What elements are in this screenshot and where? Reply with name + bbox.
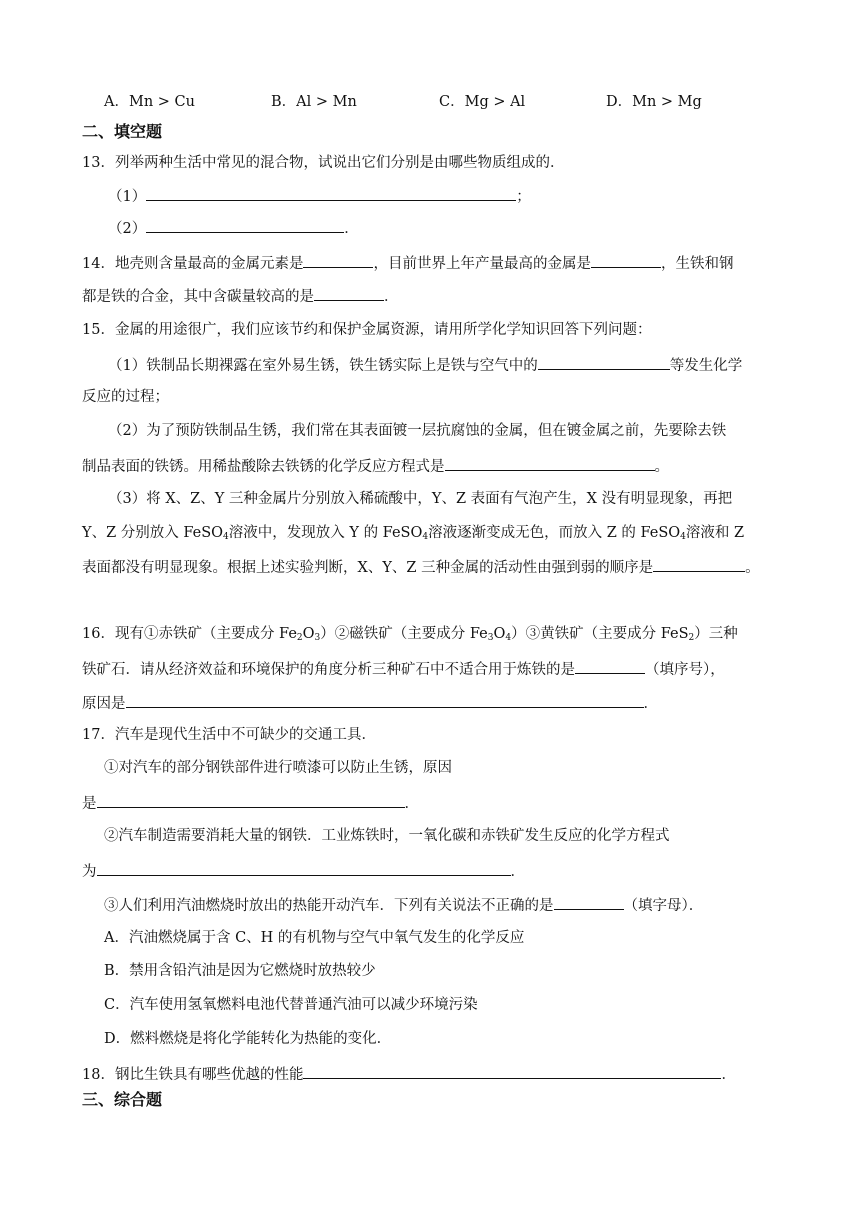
question-13-stem: 13．列举两种生活中常见的混合物，试说出它们分别是由哪些物质组成的． [82,155,565,171]
question-16-line-2: 铁矿石．请从经济效益和环境保护的角度分析三种矿石中不适合用于炼铁的是 （填序号）， [82,658,725,680]
question-16-line-3: 原因是 ． [82,692,658,714]
answer-blank[interactable] [303,1063,721,1079]
question-17-option-c: C．汽车使用氢氧燃料电池代替普通汽油可以减少环境污染 [104,997,478,1013]
question-15-stem: 15．金属的用途很广，我们应该节约和保护金属资源，请用所学化学知识回答下列问题： [82,322,652,338]
question-17-item-3: ③人们利用汽油燃烧时放出的热能开动汽车．下列有关说法不正确的是 （填字母）． [104,894,703,916]
question-17-item-2-cont: 为 ． [82,860,525,882]
answer-blank[interactable] [146,217,344,233]
answer-blank[interactable] [146,185,516,201]
question-15-part-2-cont: 制品表面的铁锈。用稀盐酸除去铁锈的化学反应方程式是 。 [82,455,669,477]
question-15-part-1: （1）铁制品长期裸露在室外易生锈，铁生锈实际上是铁与空气中的 等发生化学 [108,354,742,376]
question-13-line-2: （2） ． [108,217,359,239]
answer-blank[interactable] [97,860,511,876]
answer-blank[interactable] [538,354,670,370]
question-17-item-1: ①对汽车的部分钢铁部件进行喷漆可以防止生锈，原因 [104,760,452,776]
question-15-part-1-cont: 反应的过程； [82,389,169,405]
answer-blank[interactable] [303,252,373,268]
answer-blank[interactable] [314,285,384,301]
question-17-item-2: ②汽车制造需要消耗大量的钢铁．工业炼铁时，一氧化碳和赤铁矿发生反应的化学方程式 [104,828,670,844]
answer-blank[interactable] [591,252,661,268]
question-17-option-b: B．禁用含铅汽油是因为它燃烧时放热较少 [104,963,376,979]
answer-blank[interactable] [575,658,645,674]
question-13-line-1: （1） ； [108,185,531,207]
option-d: D．Mn > Mg [606,94,702,110]
question-18: 18．钢比生铁具有哪些优越的性能 ． [82,1063,736,1085]
answer-blank[interactable] [653,556,745,572]
answer-blank[interactable] [97,792,405,808]
question-16-line-1: 16．现有①赤铁矿（主要成分 $Fe_2O_3)②$磁铁矿（主要成分 $Fe_3O_4)③$黄铁矿（主要成分 FeS$_2$）三种 [82,626,738,643]
question-17-option-d: D．燃料燃烧是将化学能转化为热能的变化． [104,1031,392,1047]
answer-blank[interactable] [445,455,655,471]
question-14-line-1: 14．地壳则含量最高的金属元素是 ，目前世界上年产量最高的金属是 ，生铁和钢 [82,252,733,274]
question-15-part-3-end: 表面都没有明显现象。根据上述实验判断，X、Y、Z 三种金属的活动性由强到弱的顺序是 。 [82,556,760,578]
section-title-fill-blank: 二、填空题 [82,122,163,141]
question-15-part-3-cont: Y、Z 分别放入 FeSO$_4$溶液中，发现放入 Y 的 FeSO$_4$溶液逐渐变成无色，而放入 Z 的 FeSO$_4$溶液和 Z [82,525,745,542]
question-17-item-1-cont: 是 ． [82,792,419,814]
question-17-stem: 17．汽车是现代生活中不可缺少的交通工具． [82,727,376,743]
option-c: C．Mg > Al [439,94,526,110]
answer-blank[interactable] [126,692,644,708]
answer-blank[interactable] [554,894,624,910]
question-15-part-2: （2）为了预防铁制品生锈，我们常在其表面镀一层抗腐蚀的金属，但在镀金属之前，先要除去铁 [108,423,727,439]
option-b: B．Al > Mn [271,94,357,110]
section-title-comprehensive: 三、综合题 [82,1090,163,1109]
question-17-option-a: A．汽油燃烧属于含 C、H 的有机物与空气中氧气发生的化学反应 [104,930,525,946]
option-a: A．Mn > Cu [104,94,195,110]
question-14-line-2: 都是铁的合金，其中含碳量较高的是 ． [82,285,399,307]
question-15-part-3: （3）将 X、Z、Y 三种金属片分别放入稀硫酸中，Y、Z 表面有气泡产生，X 没有明显现象，再把 [108,491,733,507]
